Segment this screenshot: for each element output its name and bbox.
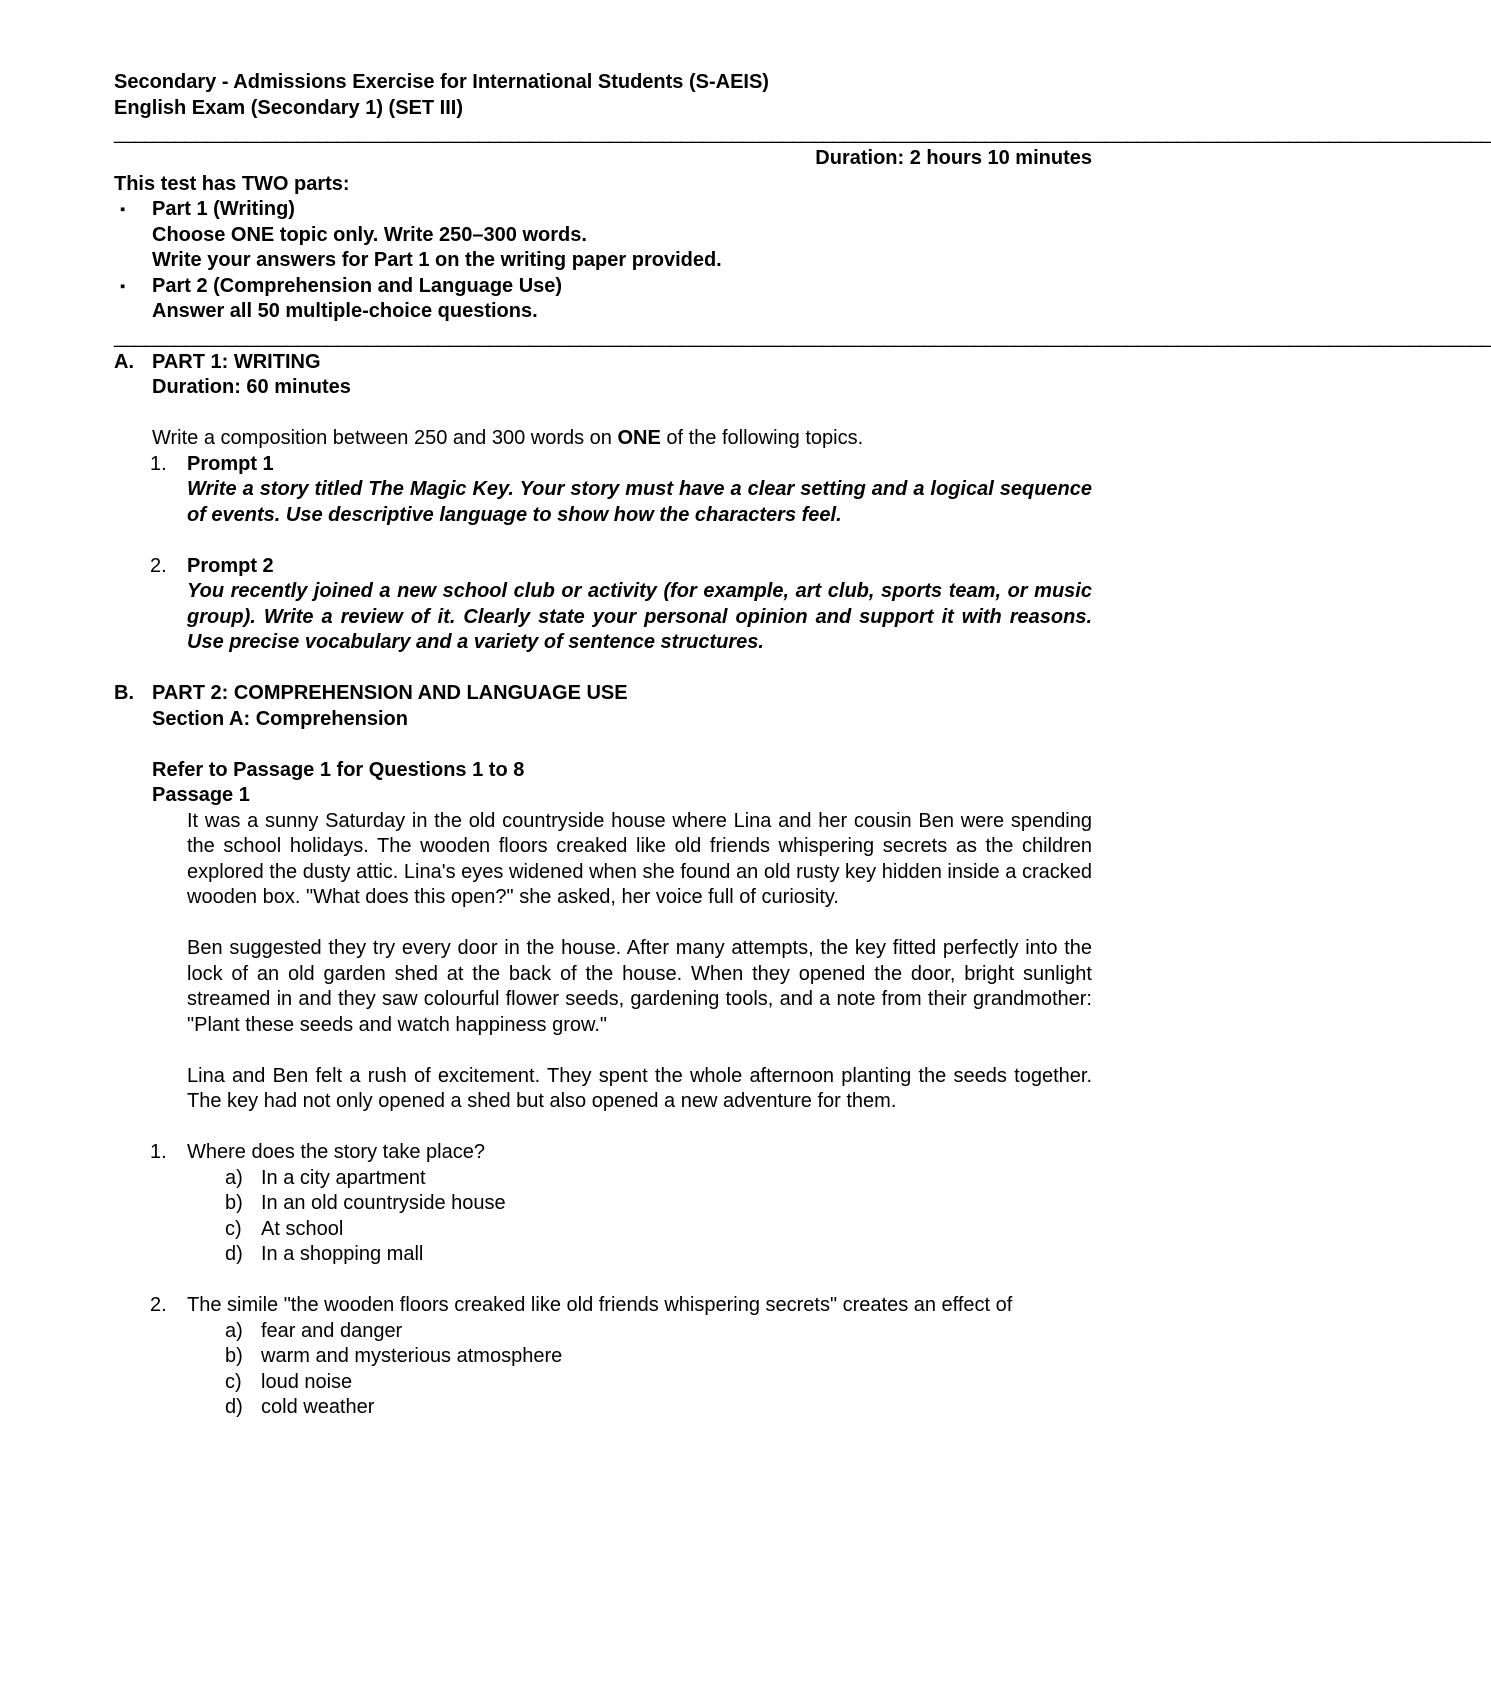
option-text: fear and danger [261,1319,403,1342]
option-letter: c) [225,1217,242,1240]
prompt-text: Write a story titled The Magic Key. Your story must have a clear setting and a logical sequence of events. Use descriptive language to show how the characters feel. [187,478,1092,526]
option-letter: d) [225,1396,243,1418]
part-bullet-line: Choose ONE topic only. Write 250–300 words. [152,223,587,246]
prompt-item-1 [114,452,1092,529]
question-number: 1. [150,1141,167,1163]
option-text: At school [261,1217,344,1240]
question-2 [114,1293,1092,1319]
option-text: In an old countryside house [261,1192,506,1214]
prompt-number: 2. [150,554,167,577]
answer-option [114,1370,1092,1396]
part1-title: PART 1: WRITING [152,350,321,373]
part-bullet-1 [114,197,1092,274]
section-label: A. [114,350,134,373]
option-text: loud noise [261,1370,353,1393]
question-number: 2. [150,1294,167,1316]
exam-title: Secondary - Admissions Exercise for International Students (S-AEIS) [114,71,769,93]
parts-heading: This test has TWO parts: [114,172,350,195]
part2-title: PART 2: COMPREHENSION AND LANGUAGE USE [152,682,628,704]
answer-option [114,1217,1092,1243]
part-bullet-title: Part 1 (Writing) [152,198,295,220]
option-letter: d) [225,1243,243,1265]
passage-title: Passage 1 [152,784,250,806]
exam-subtitle: English Exam (Secondary 1) (SET III) [114,96,463,119]
option-letter: c) [225,1370,242,1393]
passage-paragraph: Lina and Ben felt a rush of excitement. They spent the whole afternoon planting the seeds together. The key had not only opened a shed but also opened a new adventure for them. [187,1064,1092,1112]
part2-heading [114,681,1092,732]
answer-option [114,1344,1092,1370]
option-text: In a shopping mall [261,1243,424,1265]
option-letter: b) [225,1345,243,1367]
question-text: The simile "the wooden floors creaked like old friends whispering secrets" creates an effect of [187,1294,1013,1316]
prompt-title: Prompt 2 [187,554,274,577]
prompt-item-2 [114,554,1092,656]
exam-duration: Duration: 2 hours 10 minutes [815,147,1092,169]
prompt-title: Prompt 1 [187,452,274,475]
option-text: warm and mysterious atmosphere [261,1345,563,1367]
prompt-text: You recently joined a new school club or activity (for example, art club, sports team, or music group). Write a review of it. Clearly state your personal opinion and support it with reasons. Use precise vocabulary and a variety of sentence structures. [187,580,1092,653]
bullet-icon: ▪ [120,277,126,295]
passage-paragraph: Ben suggested they try every door in the house. After many attempts, the key fitted perfectly into the lock of an old garden shed at the back of the house. When they opened the door, bright sunlight streamed in and they saw colourful flower seeds, gardening tools, and a note from their grandmother: "Plant these seeds and watch happiness grow." [187,937,1092,1036]
divider-rule: ________________________________________________________________________________________________________________________________________ [114,122,1491,144]
answer-option [114,1395,1092,1421]
part-bullet-title: Part 2 (Comprehension and Language Use) [152,274,563,297]
part-bullet-line: Write your answers for Part 1 on the writing paper provided. [152,249,722,271]
divider-rule: ________________________________________________________________________________________________________________________________________ [114,325,1491,348]
answer-option [114,1319,1092,1345]
question-1 [114,1140,1092,1166]
section-label: B. [114,682,134,704]
part-bullet-line: Answer all 50 multiple-choice questions. [152,300,538,322]
part2-section: Section A: Comprehension [152,707,408,730]
option-letter: a) [225,1166,243,1189]
option-letter: a) [225,1319,243,1342]
passage-paragraph: It was a sunny Saturday in the old countryside house where Lina and her cousin Ben were spending the school holidays. The wooden floors creaked like old friends whispering secrets as the children explored the dusty attic. Lina's eyes widened when she found an old rusty key hidden inside a cracked wooden box. "What does this open?" she asked, her voice full of curiosity. [187,809,1092,908]
answer-option [114,1242,1092,1268]
part1-instruction: Write a composition between 250 and 300 words on ONE of the following topics. [152,427,864,449]
bullet-icon: ▪ [120,201,126,218]
part1-duration: Duration: 60 minutes [152,376,351,398]
answer-option [114,1166,1092,1192]
answer-option [114,1191,1092,1217]
option-letter: b) [225,1192,243,1214]
option-text: cold weather [261,1396,375,1418]
question-text: Where does the story take place? [187,1141,485,1163]
prompt-number: 1. [150,452,167,475]
passage-refer: Refer to Passage 1 for Questions 1 to 8 [152,758,525,781]
option-text: In a city apartment [261,1166,426,1189]
exam-page [114,70,1491,1421]
part1-heading [114,350,1092,401]
part-bullet-2 [114,274,1092,325]
